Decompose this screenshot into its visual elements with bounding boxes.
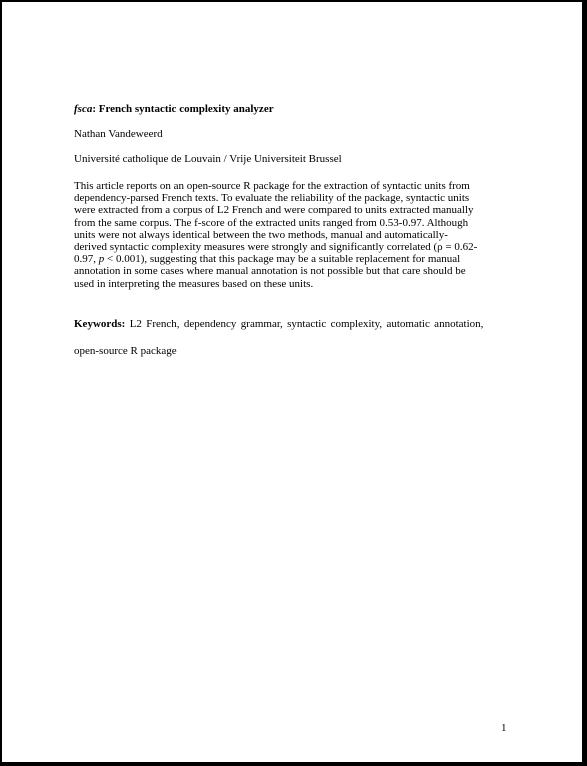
abstract-line: from the same corpus. The f-score of the extracted units ranged from 0.53-0.97. Although bbox=[74, 216, 469, 229]
abstract-line: This article reports on an open-source R package for the extraction of syntactic units from bbox=[74, 180, 470, 192]
keywords-text: L2 French, dependency grammar, syntactic complexity, automatic annotation, bbox=[129, 318, 484, 330]
paper-title bbox=[74, 103, 274, 116]
abstract-line: units were not always identical between the two methods, manual and automatically- bbox=[74, 228, 448, 241]
author-name: Nathan Vandeweerd bbox=[74, 128, 163, 140]
abstract-line-part: 0.97, bbox=[74, 253, 99, 266]
abstract-line bbox=[74, 253, 514, 265]
abstract-line-part: < 0.001), suggesting that this package may be a suitable replacement for manual bbox=[104, 253, 461, 266]
keywords-label: Keywords: bbox=[74, 318, 126, 330]
author-affiliation: Université catholique de Louvain / Vrije Universiteit Brussel bbox=[74, 153, 342, 165]
abstract-line: were extracted from a corpus of L2 French and were compared to units extracted manually bbox=[74, 204, 474, 217]
abstract-line: derived syntactic complexity measures were strongly and significantly correlated (ρ = 0.62- bbox=[74, 240, 478, 253]
keywords-continued: open-source R package bbox=[74, 345, 177, 357]
abstract bbox=[74, 180, 514, 290]
title-text: : French syntactic complexity analyzer bbox=[92, 103, 274, 115]
abstract-line: used in interpreting the measures based on these units. bbox=[74, 277, 314, 290]
abstract-line: annotation in some cases where manual annotation is not possible but that care should be bbox=[74, 265, 466, 278]
keywords bbox=[74, 318, 514, 331]
p-value-symbol: p bbox=[98, 253, 105, 266]
page-number: 1 bbox=[501, 722, 507, 734]
paper-page bbox=[2, 2, 582, 762]
abstract-line: dependency-parsed French texts. To evaluate the reliability of the package, syntactic units bbox=[74, 192, 470, 205]
title-package-name: fsca bbox=[74, 103, 93, 115]
